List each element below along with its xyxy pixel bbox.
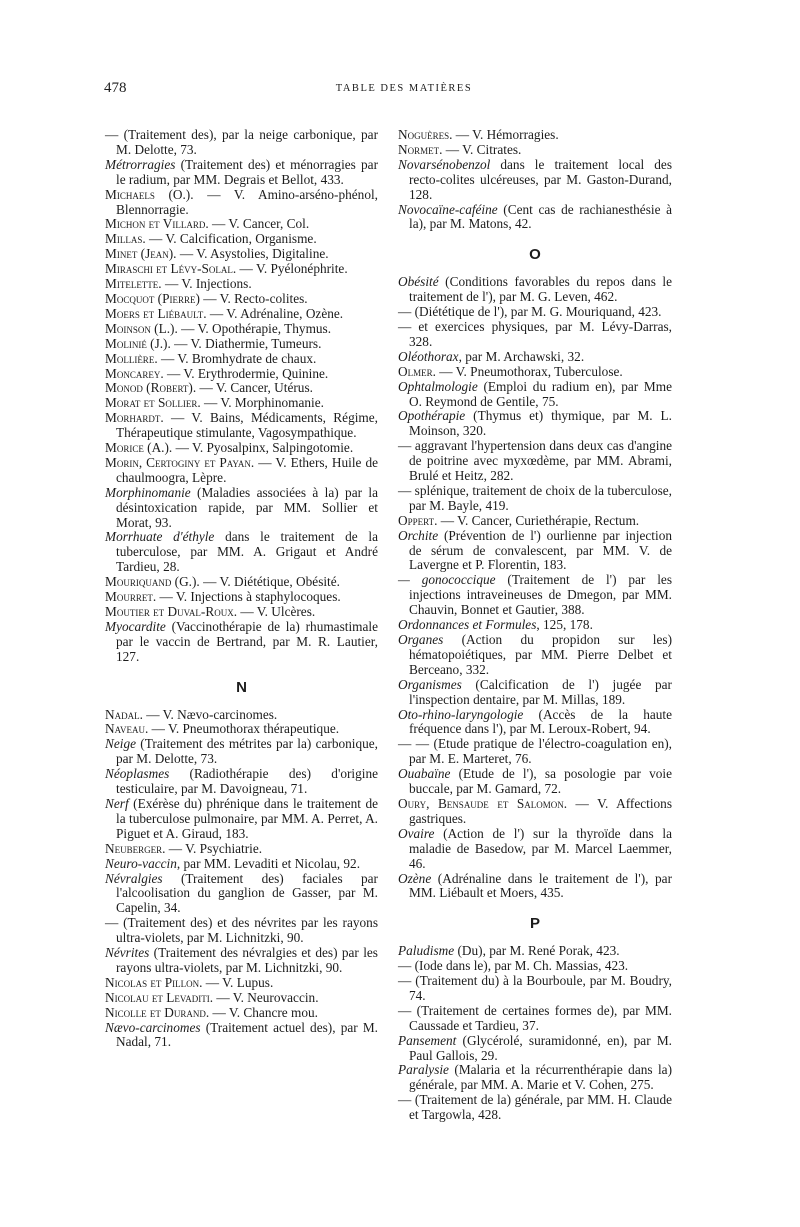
entry-heading: Morphinomanie bbox=[105, 484, 191, 500]
index-entry bbox=[105, 396, 378, 411]
index-entry bbox=[398, 1034, 672, 1064]
entry-heading: Mollière. bbox=[105, 350, 158, 366]
entry-heading: Opothérapie bbox=[398, 408, 466, 424]
index-entry bbox=[105, 708, 378, 723]
index-entry bbox=[398, 737, 672, 767]
entry-text: à la Bourboule, par M. Boudry, 74. bbox=[409, 973, 672, 1003]
index-entry bbox=[105, 307, 378, 322]
index-entry bbox=[105, 232, 378, 247]
index-entry bbox=[105, 722, 378, 737]
entry-text: — V. Cancer, Curiethérapie, Rectum. bbox=[437, 512, 640, 528]
entry-text: (Traitement des névralgies et des) par les rayons ultra-violets, par M. Lichnitzki, 90. bbox=[116, 945, 378, 975]
index-entry bbox=[105, 128, 378, 158]
entry-heading: Minet (Jean). bbox=[105, 246, 177, 262]
section-letter: P bbox=[529, 915, 540, 933]
entry-text: (Cent cas de rachianesthésie à la), par M. Matons, 42. bbox=[409, 201, 672, 232]
entry-heading: Nadal. bbox=[105, 706, 143, 722]
index-entry bbox=[398, 203, 672, 233]
entry-heading: Oto-rhino-laryngologie bbox=[398, 706, 524, 722]
index-entry bbox=[105, 337, 378, 352]
entry-heading: Moncarey. bbox=[105, 365, 164, 381]
entry-heading: Monod (Robert). bbox=[105, 380, 197, 396]
entry-text: — V. Ethers, Huile de chaulmoogra, Lèpre. bbox=[116, 454, 378, 485]
entry-text: — V. Cancer, Col. bbox=[208, 216, 310, 232]
entry-text: (Traitement des) faciales par l'alcoolisation du ganglion de Gasser, par M. Capelin, 34. bbox=[116, 870, 378, 916]
index-entry bbox=[105, 767, 378, 797]
entry-text: (Vaccinothérapie de la) rhumastimale par le vaccin de Bertrand, par M. R. Lautier, 127. bbox=[116, 618, 378, 664]
entry-text: , par MM. Levaditi et Nicolau, 92. bbox=[176, 855, 361, 871]
entry-heading: Olmer. bbox=[398, 363, 436, 379]
entry-heading: Mourret. bbox=[105, 589, 157, 605]
entry-heading: Molinié (J.). bbox=[105, 335, 171, 351]
entry-text: — V. Cancer, Utérus. bbox=[196, 380, 313, 396]
index-entry bbox=[105, 857, 378, 872]
entry-text: (Malaria et la récurrenthérapie dans la) générale, par MM. A. Marie et V. Cohen, 275. bbox=[409, 1062, 672, 1093]
entry-heading: — (Traitement du) bbox=[398, 973, 500, 989]
entry-text: (Traitement des métrites par la) carbonique, par M. Delotte, 73. bbox=[116, 736, 378, 767]
entry-heading: — aggravant l'hypertension bbox=[398, 438, 546, 454]
entry-heading: Moinson (L.). bbox=[105, 320, 178, 336]
index-entry bbox=[398, 872, 672, 902]
index-entry bbox=[398, 1063, 672, 1093]
index-entry bbox=[105, 441, 378, 456]
entry-heading: Organismes bbox=[398, 676, 462, 692]
index-entry bbox=[105, 292, 378, 307]
entry-heading: Névrites bbox=[105, 945, 150, 961]
entry-heading: Obésité bbox=[398, 274, 439, 290]
entry-text: — V. Nævo-carcinomes. bbox=[142, 706, 278, 722]
entry-text: — V. Asystolies, Digitaline. bbox=[176, 246, 329, 262]
index-entry bbox=[105, 217, 378, 232]
entry-heading: Naveau. bbox=[105, 721, 149, 737]
entry-heading: Michon et Villard. bbox=[105, 216, 209, 232]
index-entry bbox=[398, 350, 672, 365]
entry-text: certaines formes de), par MM. Caussade et Tardieu, 37. bbox=[409, 1002, 672, 1033]
entry-heading: Moers et Liébault. bbox=[105, 305, 207, 321]
index-entry bbox=[105, 991, 378, 1006]
index-entry bbox=[398, 944, 672, 959]
index-entry bbox=[398, 128, 672, 143]
entry-heading: Néoplasmes bbox=[105, 766, 170, 782]
entry-heading: Neige bbox=[105, 736, 137, 752]
entry-text: (Exérèse du) phrénique dans le traitement de la tuberculose pulmonaire, par MM. A. Perret, A. Piguet et A. Giraud, 183. bbox=[116, 795, 378, 841]
entry-text: (Action du propidon sur les) hématopoiétiques, par MM. Pierre Delbet et Berceano, 332. bbox=[409, 632, 672, 677]
index-entry bbox=[398, 275, 672, 305]
entry-text: dans le traitement de la tuberculose, par MM. A. Grigaut et André Tardieu, 28. bbox=[116, 529, 379, 575]
entry-heading: Millas. bbox=[105, 231, 146, 247]
entry-heading: Nævo-carcinomes bbox=[105, 1019, 201, 1035]
entry-heading: Paralysie bbox=[398, 1062, 449, 1078]
index-entry bbox=[105, 916, 378, 946]
entry-heading: Novocaïne-caféine bbox=[398, 201, 498, 217]
entry-text: (Traitement des) et ménorragies par le radium, par MM. Degrais et Bellot, 433. bbox=[116, 156, 378, 187]
entry-heading: Mitelette. bbox=[105, 276, 162, 292]
entry-text: — V. Citrates. bbox=[442, 141, 522, 157]
entry-heading: Morhardt. bbox=[105, 410, 164, 426]
entry-heading: Paludisme bbox=[398, 943, 455, 959]
entry-heading: Morat et Sollier. bbox=[105, 395, 201, 411]
entry-text: (Traitement actuel des), par M. Nadal, 71. bbox=[116, 1019, 378, 1050]
index-entry bbox=[105, 797, 378, 842]
index-entry bbox=[398, 365, 672, 380]
index-entry bbox=[105, 381, 378, 396]
index-entry bbox=[398, 1093, 672, 1123]
entry-heading: Mouriquand (G.). bbox=[105, 574, 200, 590]
index-entry bbox=[105, 486, 378, 531]
entry-text: , par M. G. Mouriquand, 423. bbox=[504, 304, 662, 320]
entry-heading: Nicolle et Durand. bbox=[105, 1004, 210, 1020]
running-title: TABLE DES MATIÈRES bbox=[335, 83, 473, 94]
index-entry bbox=[105, 247, 378, 262]
entry-text: — V. Ulcères. bbox=[237, 604, 316, 619]
entry-text: (Emploi du radium en), par Mme O. Reymond de Gentile, 75. bbox=[409, 378, 672, 409]
entry-text: traitement de choix de la tuberculose, par M. Bayle, 419. bbox=[409, 482, 673, 513]
entry-text: (Prévention de l') ourlienne par injection de sérum de convalescent, par MM. V. de Lavergne et P. Florentin, 183. bbox=[409, 527, 672, 573]
entry-text: — V. Pyosalpinx, Salpingotomie. bbox=[172, 440, 354, 456]
index-entry bbox=[105, 456, 378, 486]
entry-heading: Pansement bbox=[398, 1032, 457, 1048]
entry-heading: Normet. bbox=[398, 141, 443, 157]
entry-text: — V. Amino-arséno-phénol, Blennorragie. bbox=[116, 186, 378, 217]
index-entry bbox=[105, 872, 378, 917]
entry-text: — V. Pyélonéphrite. bbox=[236, 261, 348, 277]
entry-heading: Noguères. bbox=[398, 127, 453, 142]
index-entry bbox=[105, 322, 378, 337]
index-entry bbox=[398, 305, 672, 320]
index-entry bbox=[105, 842, 378, 857]
entry-text: — V. Psychiatrie. bbox=[165, 840, 263, 856]
index-entry bbox=[398, 380, 672, 410]
entry-heading: Myocardite bbox=[105, 618, 166, 634]
index-entry bbox=[398, 618, 672, 633]
entry-text: (Traitement de l') par les injections intraveineuses de Dmegon, par MM. Chauvin, Bonnet et Gautier, 388. bbox=[409, 572, 672, 618]
entry-text: — V. Bromhydrate de chaux. bbox=[157, 350, 317, 366]
page-number: 478 bbox=[104, 80, 127, 96]
entry-text: — V. Neurovaccin. bbox=[213, 989, 319, 1005]
entry-heading: Michaels (O.). bbox=[105, 186, 194, 202]
index-entry bbox=[398, 439, 672, 484]
entry-text: — V. Morphinomanie. bbox=[200, 395, 324, 411]
index-entry bbox=[398, 143, 672, 158]
entry-text: (Du), par M. René Porak, 423. bbox=[454, 943, 620, 959]
index-entry bbox=[105, 262, 378, 277]
index-entry bbox=[105, 620, 378, 665]
index-entry bbox=[105, 737, 378, 767]
entry-text: , par M. Lévy-Darras, 328. bbox=[409, 318, 672, 349]
index-entry bbox=[398, 797, 672, 827]
index-entry bbox=[105, 158, 378, 188]
entry-heading: — et exercices physiques bbox=[398, 318, 545, 334]
entry-heading: — (Traitement des) bbox=[105, 915, 213, 931]
index-entry bbox=[398, 529, 672, 574]
index-entry bbox=[398, 1004, 672, 1034]
entry-text: (Action de l') sur la thyroïde dans la maladie de Basedow, par M. Marcel Laemmer, 46. bbox=[409, 825, 672, 871]
index-entry bbox=[105, 352, 378, 367]
entry-heading: Morice (A.). bbox=[105, 440, 173, 456]
entry-text: — V. Injections à staphylocoques. bbox=[156, 589, 341, 605]
entry-heading: Métrorragies bbox=[105, 156, 176, 172]
entry-heading: Ouabaïne bbox=[398, 766, 451, 782]
entry-heading: — (Diététique de l') bbox=[398, 304, 505, 320]
entry-text: — V. Affections gastriques. bbox=[409, 795, 672, 826]
index-entry bbox=[398, 158, 672, 203]
entry-text: , par la neige carbonique, par M. Delotte, 73. bbox=[116, 127, 379, 157]
index-entry bbox=[398, 633, 672, 678]
entry-heading: Ordonnances et Formules bbox=[398, 617, 537, 633]
entry-heading: Nicolau et Levaditi. bbox=[105, 989, 214, 1005]
entry-heading: Orchite bbox=[398, 527, 439, 543]
index-entry bbox=[398, 573, 672, 618]
section-letter: N bbox=[236, 678, 247, 696]
entry-heading: — (Iode dans le) bbox=[398, 958, 488, 974]
entry-text: — V. Hémorragies. bbox=[452, 127, 559, 142]
entry-heading: Morin, Certoginy et Payan. bbox=[105, 454, 255, 470]
index-entry bbox=[398, 974, 672, 1004]
entry-heading: — (Traitement des) bbox=[105, 127, 214, 142]
entry-heading: Oléothorax bbox=[398, 348, 459, 364]
index-entry bbox=[398, 320, 672, 350]
entry-text: (Maladies associées à la) par la désintoxication rapide, par MM. Sollier et Morat, 93. bbox=[116, 484, 378, 530]
entry-text: (Thymus et) thymique, par M. L. Moinson, 320. bbox=[409, 408, 672, 439]
entry-text: — V. Pneumothorax, Tuberculose. bbox=[435, 363, 623, 379]
index-entry bbox=[105, 1021, 378, 1051]
index-entry bbox=[398, 514, 672, 529]
entry-heading: Organes bbox=[398, 632, 444, 647]
entry-heading: Nicolas et Pillon. bbox=[105, 974, 203, 990]
index-entry bbox=[105, 277, 378, 292]
entry-text: (Etude de l'), sa posologie par voie buccale, par M. Gamard, 72. bbox=[409, 766, 672, 797]
entry-text: (Calcification de l') jugée par l'inspection dentaire, par M. Millas, 189. bbox=[409, 676, 672, 707]
entry-text: , par M. Archawski, 32. bbox=[458, 348, 585, 364]
entry-heading: Neuro-vaccin bbox=[105, 855, 177, 871]
entry-text: — V. Opothérapie, Thymus. bbox=[177, 320, 332, 336]
index-entry bbox=[105, 530, 378, 575]
entry-heading: — — bbox=[398, 736, 430, 752]
entry-text: , 125, 178. bbox=[536, 617, 593, 633]
index-entry bbox=[398, 959, 672, 974]
index-entry bbox=[105, 1006, 378, 1021]
entry-text: (Accès de la haute fréquence dans l'), par M. Leroux-Robert, 94. bbox=[409, 706, 672, 737]
entry-heading: Névralgies bbox=[105, 870, 163, 886]
section-letter: O bbox=[529, 246, 541, 264]
entry-text: et des névrites par les rayons ultra-violets, par M. Lichnitzki, 90. bbox=[116, 915, 378, 946]
entry-heading: Mocquot (Pierre) bbox=[105, 290, 200, 306]
entry-heading: Oppert. bbox=[398, 512, 438, 528]
entry-heading: Ovaire bbox=[398, 825, 435, 841]
entry-text: , par M. Ch. Massias, 423. bbox=[487, 958, 629, 974]
index-entry bbox=[398, 827, 672, 872]
entry-text: (Conditions favorables du repos dans le traitement de l'), par M. G. Leven, 462. bbox=[409, 274, 672, 305]
entry-heading: — (Traitement de la) bbox=[398, 1092, 512, 1108]
entry-text: — V. Diathermie, Tumeurs. bbox=[170, 335, 322, 351]
entry-heading: Ophtalmologie bbox=[398, 378, 478, 394]
entry-text: (Radiothérapie des) d'origine testiculaire, par M. Davoigneau, 71. bbox=[116, 766, 378, 797]
index-entry bbox=[105, 411, 378, 441]
index-entry bbox=[105, 188, 378, 218]
index-entry bbox=[105, 976, 378, 991]
index-entry bbox=[105, 946, 378, 976]
entry-text: — V. Lupus. bbox=[202, 974, 274, 990]
entry-heading: Novarsénobenzol bbox=[398, 156, 491, 172]
entry-text: — V. Calcification, Organisme. bbox=[145, 231, 317, 247]
entry-text: — V. Adrénaline, Ozène. bbox=[206, 305, 344, 321]
index-entry bbox=[105, 575, 378, 590]
entry-text: — V. Recto-colites. bbox=[199, 290, 308, 306]
entry-heading: Nerf bbox=[105, 795, 129, 811]
index-column-left bbox=[105, 128, 378, 1050]
entry-text: (Glycérolé, suramidonné, en), par M. Paul Gallois, 29. bbox=[409, 1032, 672, 1063]
index-entry bbox=[398, 409, 672, 439]
entry-text: — V. Pneumothorax thérapeutique. bbox=[148, 721, 340, 737]
entry-text: — V. Diététique, Obésité. bbox=[199, 574, 340, 590]
index-entry bbox=[105, 605, 378, 620]
entry-heading: Oury, Bensaude et Salomon. bbox=[398, 795, 568, 811]
entry-text: (Adrénaline dans le traitement de l'), par MM. Liébault et Moers, 435. bbox=[409, 870, 672, 901]
entry-heading: Ozène bbox=[398, 870, 432, 886]
entry-text: — V. Bains, Médicaments, Régime, Thérapeutique stimulante, Vagosympathique. bbox=[116, 410, 378, 441]
index-entry bbox=[398, 484, 672, 514]
entry-text: — V. Chancre mou. bbox=[209, 1004, 319, 1020]
entry-heading: — splénique, bbox=[398, 482, 469, 498]
entry-heading: — gonococcique bbox=[398, 572, 496, 588]
index-entry bbox=[398, 678, 672, 708]
entry-text: dans deux cas d'angine de poitrine avec myxœdème, par MM. Abrami, Brulé et Heitz, 282. bbox=[409, 438, 672, 484]
index-entry bbox=[398, 708, 672, 738]
index-entry bbox=[398, 767, 672, 797]
entry-heading: — (Traitement de bbox=[398, 1002, 497, 1018]
index-entry bbox=[105, 367, 378, 382]
entry-heading: Morrhuate d'éthyle bbox=[105, 529, 215, 545]
entry-text: — V. Injections. bbox=[161, 276, 252, 292]
entry-text: générale, par MM. H. Claude et Targowla, 428. bbox=[409, 1092, 672, 1123]
entry-heading: Neuberger. bbox=[105, 840, 166, 856]
index-column-right bbox=[398, 128, 672, 1123]
page-header bbox=[104, 80, 704, 104]
entry-text: dans le traitement local des recto-colites ulcéreuses, par M. Gaston-Durand, 128. bbox=[409, 156, 672, 202]
entry-heading: Moutier et Duval-Roux. bbox=[105, 604, 238, 619]
index-entry bbox=[105, 590, 378, 605]
entry-heading: Miraschi et Lévy-Solal. bbox=[105, 261, 237, 277]
entry-text: — V. Erythrodermie, Quinine. bbox=[163, 365, 329, 381]
entry-text: (Etude pratique de l'électro-coagulation en), par M. E. Marteret, 76. bbox=[409, 736, 673, 767]
